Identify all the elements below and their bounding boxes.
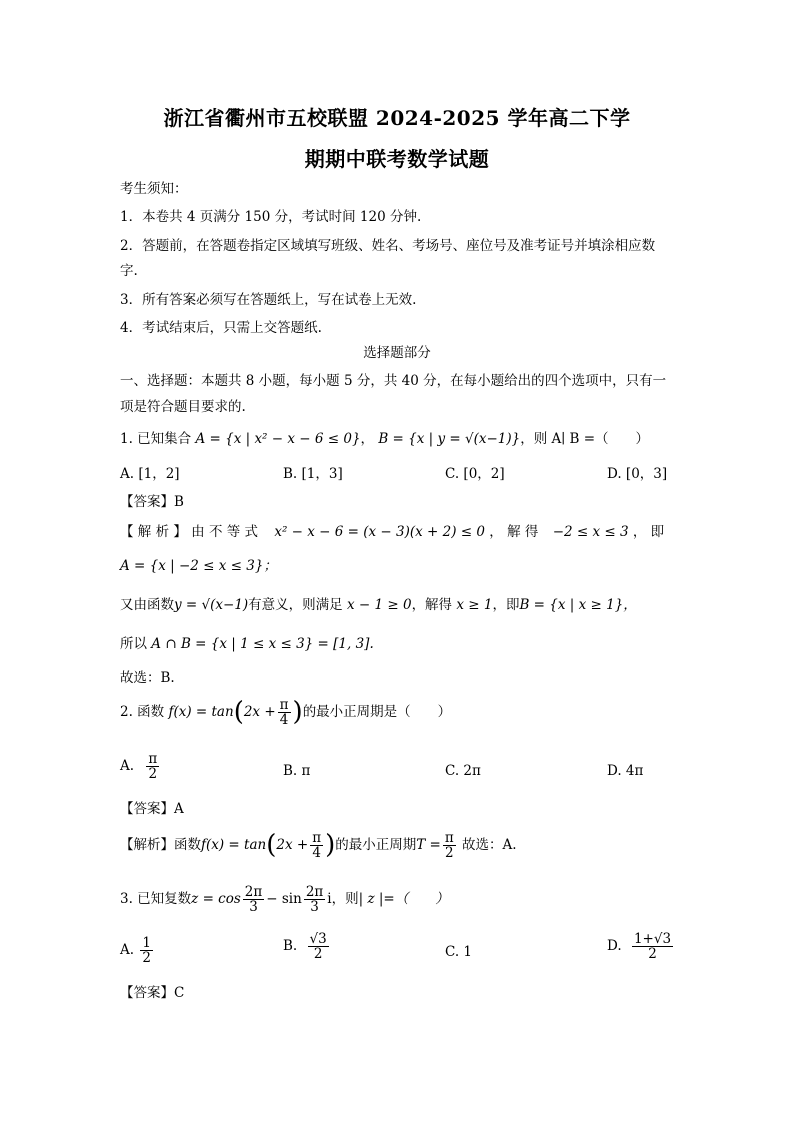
q2-suffix: 的最小正周期是（ ） <box>302 704 452 721</box>
q1-line2-a: 又由函数 <box>120 597 174 613</box>
q2-option-c: C. 2π <box>445 763 481 779</box>
question-1 <box>120 431 649 447</box>
q3-option-a: A. $\frac{1}{2}$ <box>120 935 151 967</box>
q1-analysis-expr: x² − x − 6 = (x − 3)(x + 2) ≤ 0 <box>274 524 485 540</box>
q2-func: f(x) = tan <box>168 704 234 721</box>
notice-item-2: 2．答题前，在答题卷指定区域填写班级、姓名、考场号、座位号及准考证号并填涂相应数 <box>120 238 656 254</box>
q1-line2-cond: x − 1 ≥ 0 <box>346 597 412 613</box>
q1-analysis-mid: ， 解 得 <box>489 524 539 540</box>
document-title-line1: 浙江省衢州市五校联盟 2024-2025 学年高二下学 <box>163 106 631 130</box>
q3-i: i，则 <box>327 891 359 908</box>
q1-analysis-set-a <box>120 558 277 574</box>
q2-pi: π <box>279 696 289 713</box>
q1-option-a: A. [1，2] <box>120 466 180 482</box>
q1-analysis-end: ， 即 <box>632 524 665 540</box>
q1-analysis-line2 <box>120 597 637 613</box>
q1-option-c: C. [0，2] <box>445 466 505 482</box>
q3-option-d: D. $\frac{1+√3}{2}$ <box>607 931 672 963</box>
q2-opt-a-num: π <box>148 751 158 767</box>
q1-line2-d: ，即 <box>492 597 520 613</box>
q2-period-den: 2 <box>444 845 454 862</box>
q1-prefix: 1. 已知集合 <box>120 431 192 447</box>
q1-line2-res: x ≥ 1 <box>456 597 493 613</box>
q3-minus-sin: − sin <box>266 891 302 908</box>
q2-choice: 故选：A. <box>462 837 517 854</box>
q3-option-b: B. $\frac{√3}{2}$ <box>283 931 327 963</box>
q3-prefix: 3. 已知复数 <box>120 891 192 908</box>
q3-answer: 【答案】C <box>120 985 185 1001</box>
q2-option-d: D. 4π <box>607 763 644 779</box>
q1-line2-c: ，解得 <box>411 597 453 613</box>
section-intro-line1: 一、选择题：本题共 8 小题，每小题 5 分，共 40 分，在每小题给出的四个选项中，只有一 <box>120 373 667 389</box>
q1-option-b: B. [1，3] <box>283 466 343 482</box>
document-title-line2: 期期中联考数学试题 <box>304 147 490 171</box>
q2-analysis-mid: 的最小正周期 <box>335 837 417 854</box>
section-name: 选择题部分 <box>363 345 431 361</box>
notice-item-4: 4．考试结束后，只需上交答题纸. <box>120 320 322 336</box>
q2-option-a: A. $\frac{\pi}{2}$ <box>120 751 158 783</box>
q3-option-c: C. 1 <box>445 944 473 960</box>
q1-set-a-result: A = {x | −2 ≤ x ≤ 3}； <box>120 558 277 574</box>
q2-arg: 2x + <box>243 704 276 721</box>
q2-answer: 【答案】A <box>120 801 184 817</box>
q2-analysis-arg: 2x + <box>276 837 309 854</box>
q3-abs-z: | z |=（ ） <box>358 891 449 908</box>
q1-analysis-range: −2 ≤ x ≤ 3 <box>552 524 629 540</box>
q2-analysis: 【解析】函数f(x) = tan(2x + $\frac{\pi}{4}$ )的最小正周期T = $\frac{\pi}{2}$ 故选：A. <box>120 829 517 862</box>
notice-item-2-cont: 字. <box>120 263 138 279</box>
q1-line3-a: 所以 <box>120 636 147 652</box>
q1-suffix: ，则 A∣ B =（ ） <box>520 431 650 447</box>
q2-opt-a-den: 2 <box>148 766 158 783</box>
q1-set-b: B = {x | y = √(x−1)} <box>378 431 521 447</box>
q1-line2-b: 有意义，则满足 <box>248 597 343 613</box>
q2-analysis-head: 【解析】函数 <box>120 837 201 854</box>
section-intro-line2: 项是符合题目要求的. <box>120 399 246 415</box>
q3-z: z = cos <box>191 891 241 908</box>
q1-line3-expr: A ∩ B = {x | 1 ≤ x ≤ 3} = [1, 3]. <box>151 636 374 652</box>
question-2: 2. 函数 f(x) = tan(2x + $\frac{\pi}{4}$ )的最小正周期是（ ） <box>120 696 452 729</box>
notice-heading: 考生须知： <box>120 181 188 197</box>
q1-set-a: A = {x | x² − x − 6 ≤ 0} <box>195 431 361 447</box>
q1-analysis-line1 <box>120 524 664 540</box>
q2-period: T = <box>416 837 441 854</box>
q1-line2-set: B = {x | x ≥ 1}， <box>519 597 637 613</box>
notice-item-1: 1．本卷共 4 页满分 150 分，考试时间 120 分钟. <box>120 209 422 225</box>
q2-option-b: B. π <box>283 763 311 779</box>
q1-analysis-head: 【 解 析 】 由 不 等 式 <box>120 524 259 540</box>
q1-sep: ， <box>360 431 375 447</box>
q1-analysis-line3 <box>120 636 374 652</box>
q2-four: 4 <box>279 712 289 729</box>
q1-choice: 故选：B. <box>120 670 175 686</box>
q1-option-d: D. [0，3] <box>607 466 668 482</box>
q1-line2-func: y = √(x−1) <box>174 597 249 613</box>
q2-analysis-func: f(x) = tan <box>201 837 267 854</box>
q1-answer: 【答案】B <box>120 494 184 510</box>
q2-prefix: 2. 函数 <box>120 704 165 721</box>
question-3: 3. 已知复数z = cos $\frac{2\pi}{3}$ − sin $\frac{2\pi}{3}$ i，则| z |=（ ） <box>120 884 449 916</box>
notice-item-3: 3．所有答案必须写在答题纸上，写在试卷上无效. <box>120 292 417 308</box>
